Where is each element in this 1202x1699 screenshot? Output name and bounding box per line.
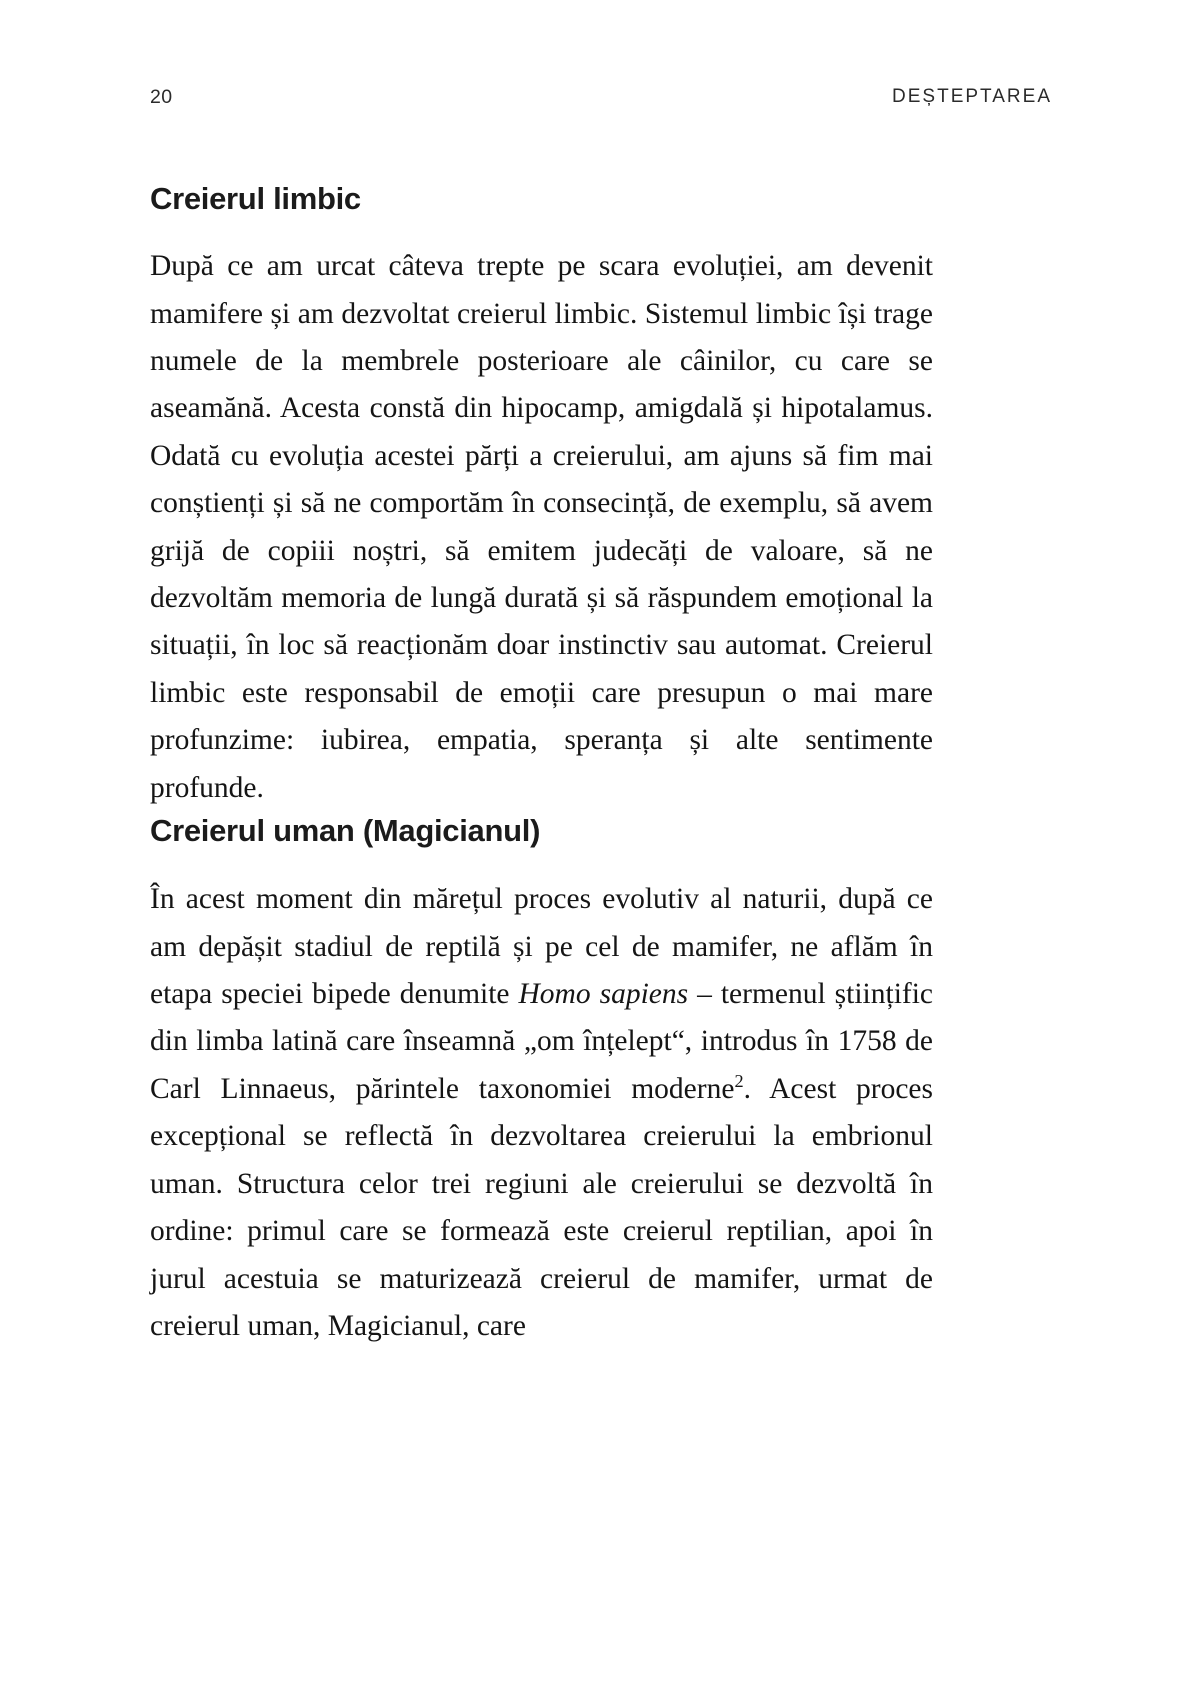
page-number: 20	[150, 85, 173, 108]
footnote-reference-marker[interactable]: 2	[734, 1071, 744, 1092]
paragraph-text: După ce am urcat câteva trepte pe scara evoluției, am devenit mamifere și am dezvoltat creierul limbic. Sistemul limbic își trage numele de la membrele posterioare ale câinilor, cu care se aseamănă. Acesta constă din hipocamp, amigdală și hipotalamus. Odată cu evoluția acestei părți a creierului, am ajuns să fim mai conștienți și să ne comportăm în consecință, de exemplu, să avem grijă de copiii noștri, să emitem judecăți de valoare, să ne dezvoltăm memoria de lungă durată și să răspundem emoțional la situații, în loc să reacționăm doar instinctiv sau automat. Creierul limbic este responsabil de emoții care presupun o mai mare profunzime: iubirea, empatia, speranța și alte sentimente profunde.	[150, 250, 933, 804]
running-head	[150, 84, 1052, 110]
paragraph-text-middle: – termenul științific din limba latină care înseamnă „om înțelept“, introdus în 1758 de Carl Linnaeus, părintele taxonomiei moderne	[150, 978, 933, 1105]
text-column	[150, 180, 933, 1350]
section-heading-creierul-uman: Creierul uman (Magicianul)	[150, 813, 541, 849]
book-title-running-head: DEȘTEPTAREA	[892, 86, 1052, 107]
paragraph-creierul-limbic	[150, 243, 933, 812]
section-heading-creierul-limbic: Creierul limbic	[150, 181, 361, 216]
paragraph-text-tail: . Acest proces excepțional se reflectă în dezvoltarea creierului la embrionul uman. Structura celor trei regiuni ale creierului se dezvoltă în ordine: primul care se formează este creierul reptilian, apoi în jurul acestuia se maturizează creierul de mamifer, urmat de creierul uman, Magicianul, care	[150, 1072, 934, 1342]
latin-species-name: Homo sapiens	[518, 978, 689, 1011]
paragraph-text-lead: În acest moment din mărețul proces evolutiv al naturii, după ce am depășit stadiul de reptilă și pe cel de mamifer, ne aflăm în etapa speciei bipede denumite	[150, 883, 933, 1011]
paragraph-creierul-uman	[150, 876, 933, 1350]
